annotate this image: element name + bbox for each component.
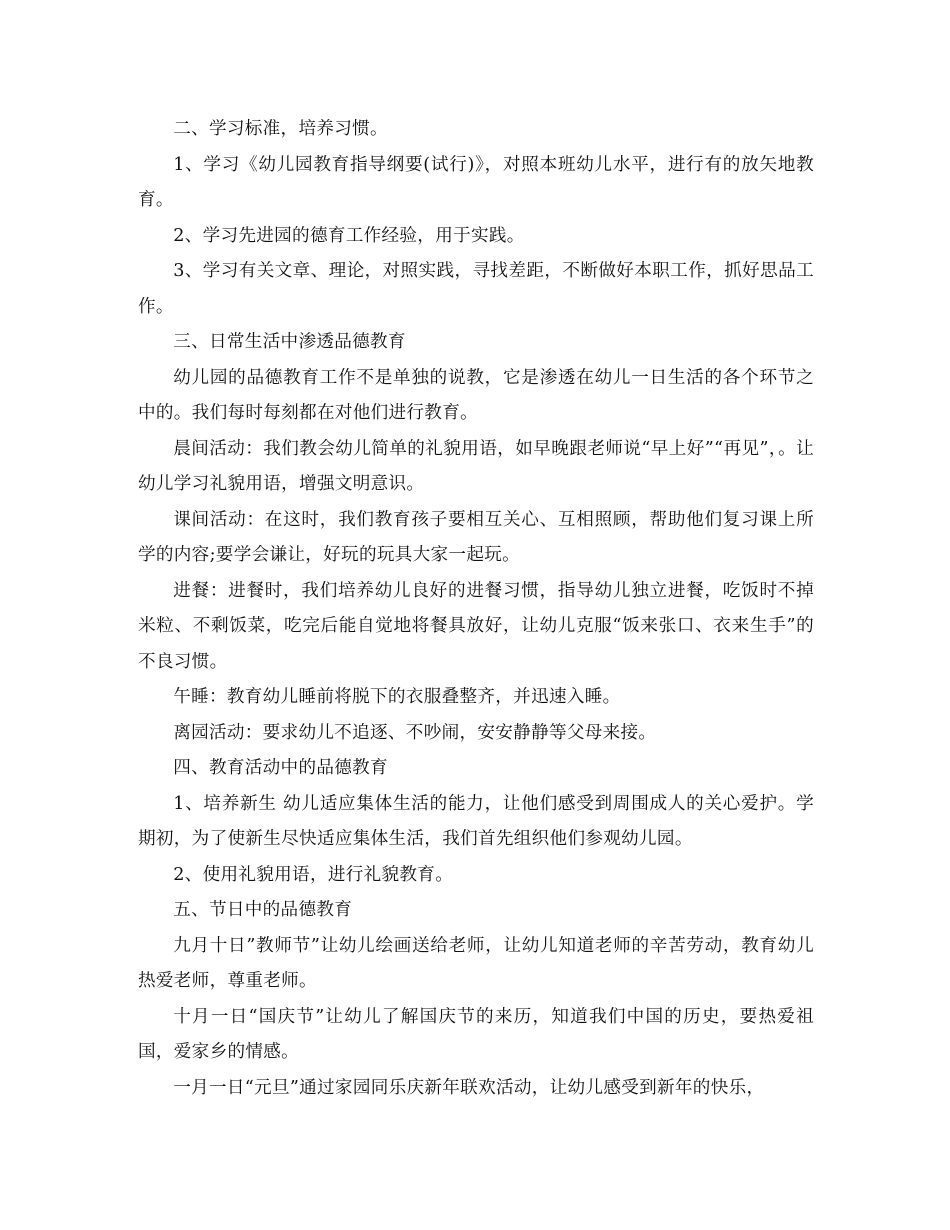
paragraph: 1、培养新生 幼儿适应集体生活的能力，让他们感受到周围成人的关心爱护。学期初，为了使新生尽快适应集体生活，我们首先组织他们参观幼儿园。: [138, 793, 814, 849]
paragraph: 进餐：进餐时，我们培养幼儿良好的进餐习惯，指导幼儿独立进餐，吃饭时不掉米粒、不剩饭菜，吃完后能自觉地将餐具放好，让幼儿克服“饭来张口、衣来生手”的不良习惯。: [138, 580, 814, 672]
paragraph: 午睡：教育幼儿睡前将脱下的衣服叠整齐，并迅速入睡。: [173, 687, 621, 707]
paragraph: 十月一日“国庆节”让幼儿了解国庆节的来历，知道我们中国的历史，要热爱祖国，爱家乡的情感。: [138, 1006, 814, 1062]
document-body: [138, 112, 814, 1106]
paragraph: 课间活动：在这时，我们教育孩子要相互关心、互相照顾，帮助他们复习课上所学的内容;要学会谦让，好玩的玩具大家一起玩。: [138, 509, 814, 565]
section-heading-5: 五、节日中的品德教育: [173, 900, 353, 920]
section-heading-2: 二、学习标准，培养习惯。: [173, 119, 388, 139]
paragraph: 2、使用礼貌用语，进行礼貌教育。: [173, 864, 454, 885]
section-heading-3: 三、日常生活中渗透品德教育: [173, 332, 406, 352]
paragraph: 1、学习《幼儿园教育指导纲要(试行)》，对照本班幼儿水平，进行有的放矢地教育。: [138, 154, 814, 210]
paragraph: 一月一日“元旦”通过家园同乐庆新年联欢活动，让幼儿感受到新年的快乐，: [173, 1077, 765, 1098]
paragraph: 3、学习有关文章、理论，对照实践，寻找差距，不断做好本职工作，抓好思品工作。: [138, 261, 814, 317]
section-heading-4: 四、教育活动中的品德教育: [173, 758, 388, 778]
paragraph: 晨间活动：我们教会幼儿简单的礼貌用语，如早晚跟老师说“早上好”“再见”，。让幼儿学习礼貌用语，增强文明意识。: [138, 438, 814, 494]
paragraph: 2、学习先进园的德育工作经验，用于实践。: [173, 225, 525, 246]
paragraph: 幼儿园的品德教育工作不是单独的说教，它是渗透在幼儿一日生活的各个环节之中的。我们每时每刻都在对他们进行教育。: [138, 367, 814, 423]
paragraph: 九月十日”教师节”让幼儿绘画送给老师，让幼儿知道老师的辛苦劳动，教育幼儿热爱老师，尊重老师。: [138, 935, 814, 991]
paragraph: 离园活动：要求幼儿不追逐、不吵闹，安安静静等父母来接。: [173, 722, 657, 743]
